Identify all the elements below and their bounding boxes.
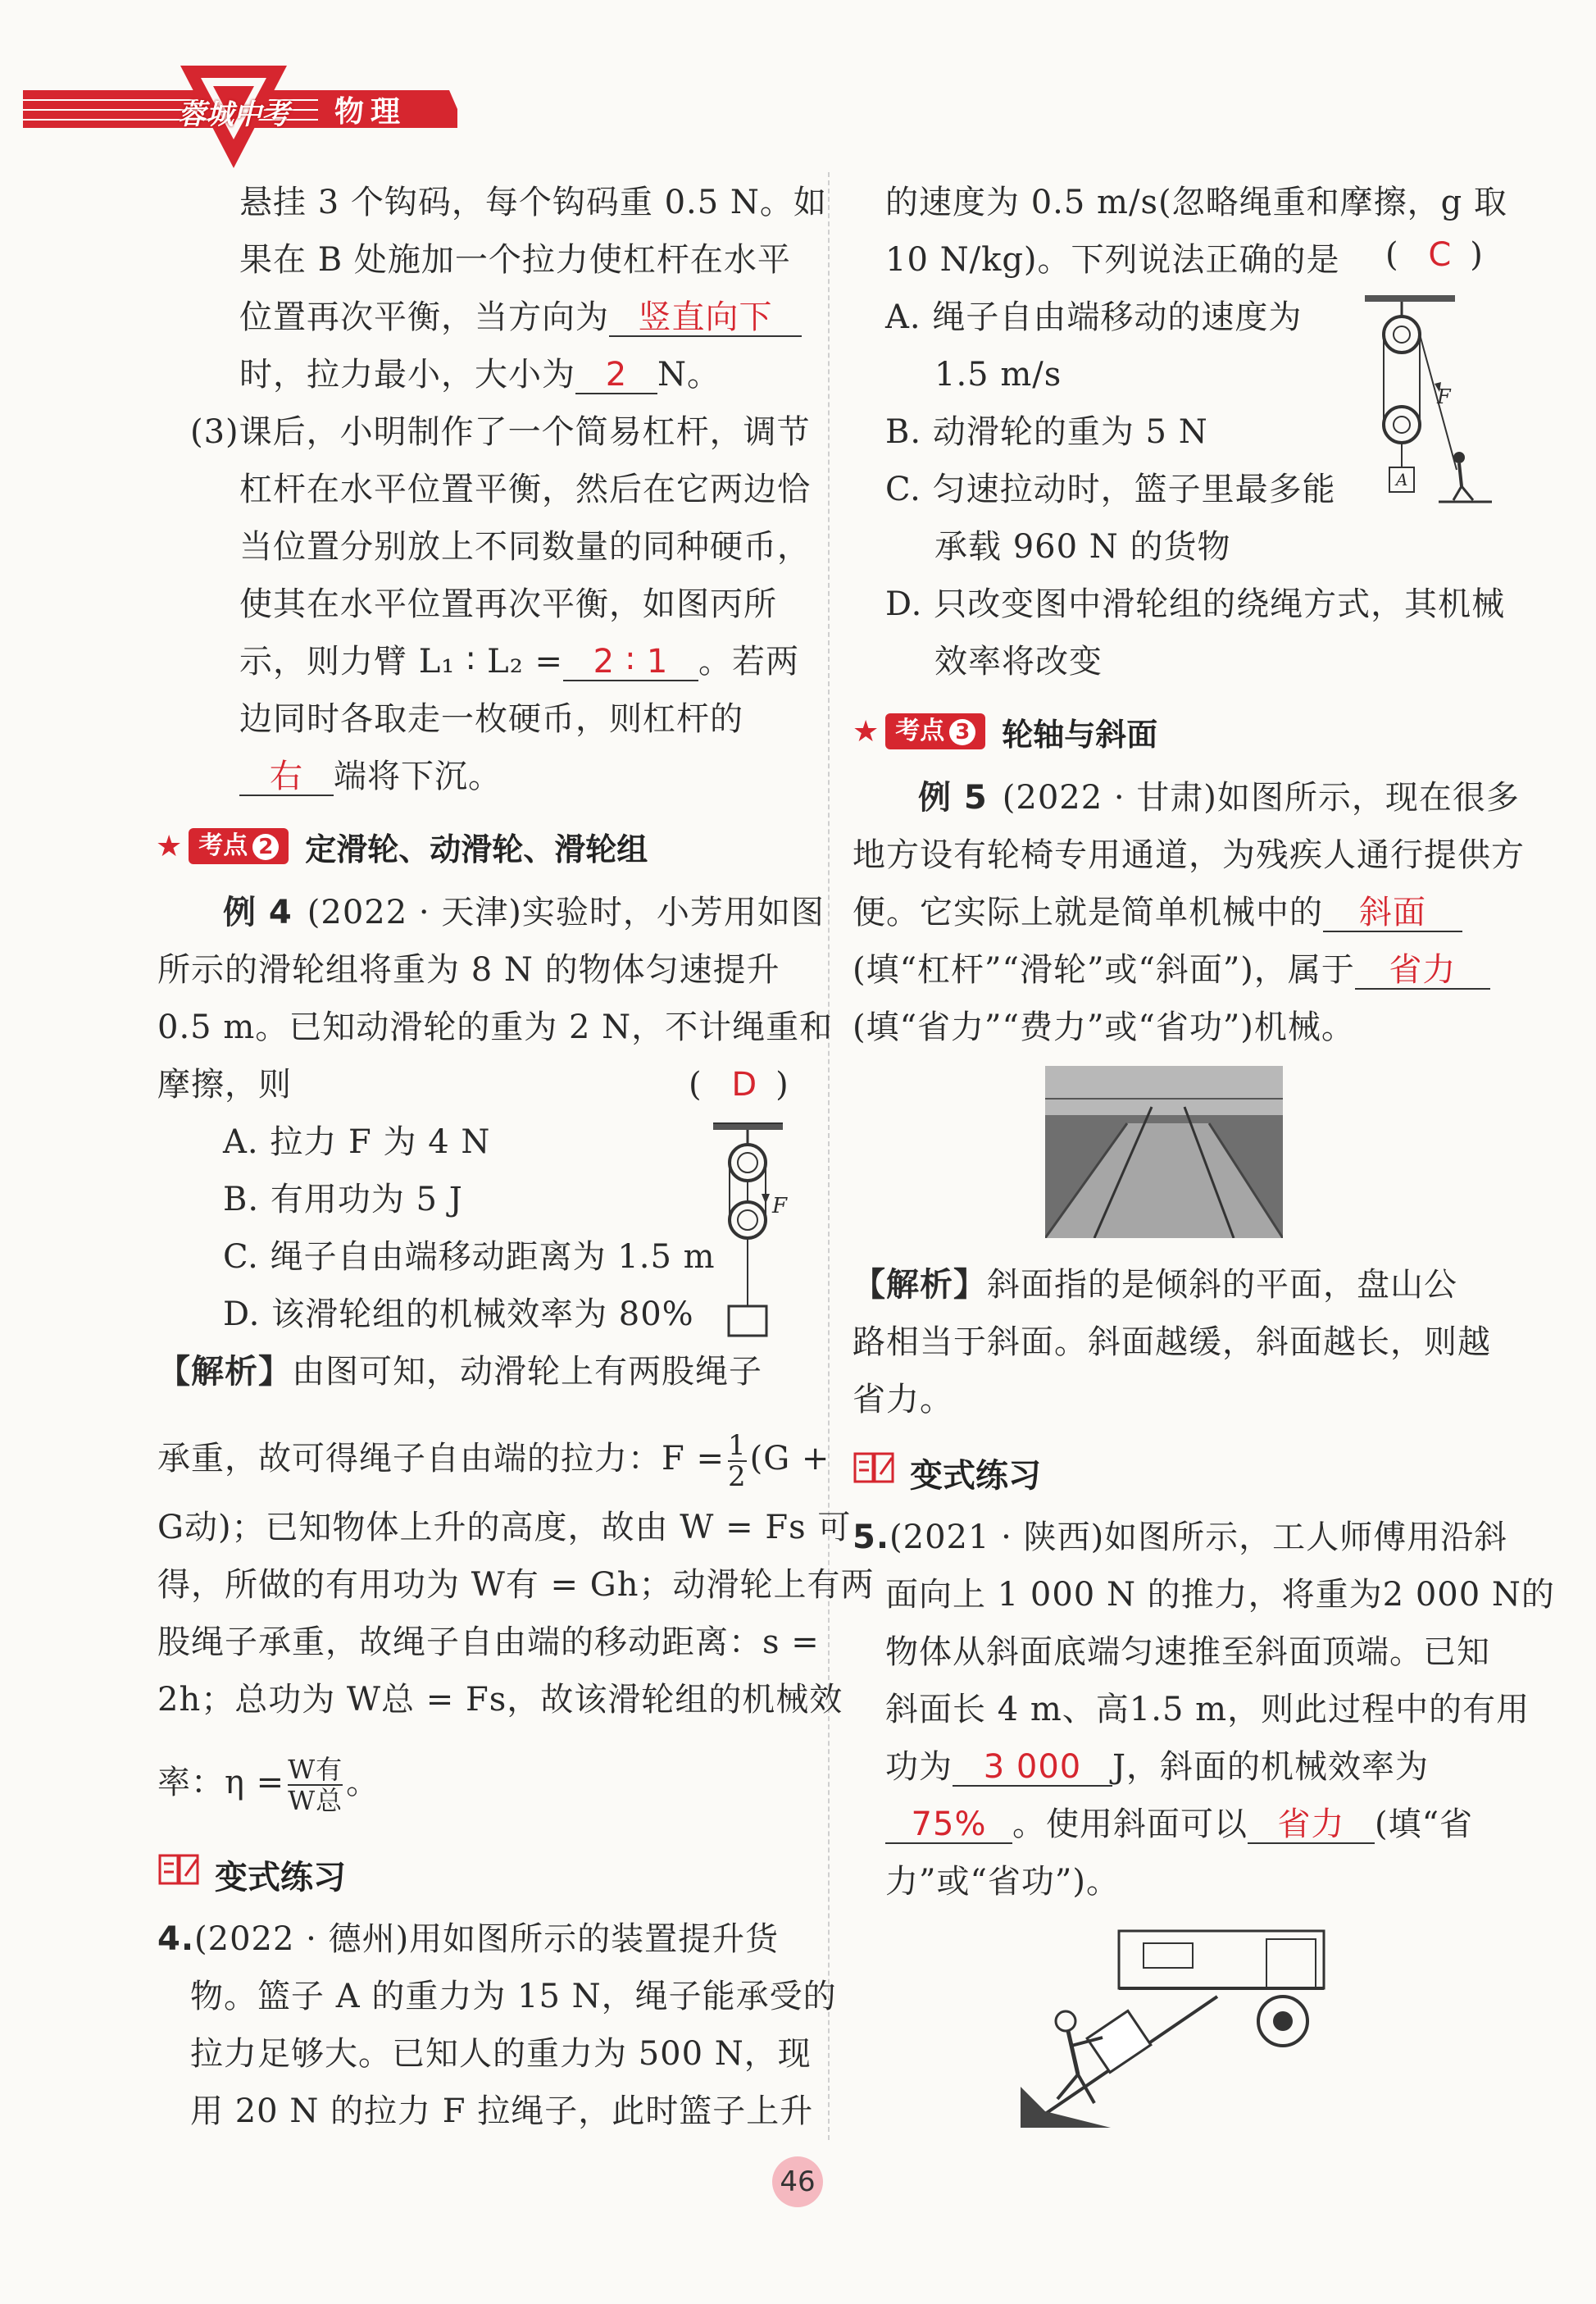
analysis-label: 【解析】 xyxy=(157,1353,292,1391)
text: 便。它实际上就是简单机械中的 xyxy=(853,894,1323,931)
left-line xyxy=(239,641,799,682)
left-line: 果在 B 处施加一个拉力使杠杆在水平 xyxy=(239,241,791,279)
text: (2022 · 天津)实验时，小芳用如图 xyxy=(307,894,825,931)
text: (填“杠杆”“滑轮”或“斜面”)，属于 xyxy=(853,951,1355,989)
kaodian-num: 2 xyxy=(252,834,279,860)
ex4-line xyxy=(223,892,825,933)
example-label: 例 4 xyxy=(223,894,293,931)
answer-blank: 省力 xyxy=(1248,1806,1375,1844)
q5-line xyxy=(885,1804,1473,1845)
text: 功为 xyxy=(885,1748,953,1786)
text: (2022 · 德州)用如图所示的装置提升货 xyxy=(194,1920,780,1958)
page-number: 46 xyxy=(772,2156,823,2207)
star-person-icon: ★ xyxy=(156,829,183,863)
fraction-den: W总 xyxy=(288,1785,343,1816)
q4-option-a: A. 绳子自由端移动的速度为 xyxy=(885,298,1303,336)
answer-blank: 右 xyxy=(239,758,334,796)
text: 率：η = xyxy=(157,1764,285,1801)
force-label: F xyxy=(772,1194,788,1218)
pulley-person-figure xyxy=(1357,294,1496,507)
ex5-line xyxy=(853,949,1490,990)
ex4-line: 所示的滑轮组将重为 8 N 的物体匀速提升 xyxy=(157,951,780,989)
q4-line: 物。篮子 A 的重力为 15 N，绳子能承受的 xyxy=(190,1978,837,2015)
q5-line xyxy=(853,1517,1507,1558)
text: 。使用斜面可以 xyxy=(1012,1805,1248,1843)
kaodian-num: 3 xyxy=(949,719,975,745)
text: 端将下沉。 xyxy=(334,758,502,795)
star-person-icon: ★ xyxy=(853,714,880,749)
q4-option-b: B. 动滑轮的重为 5 N xyxy=(885,413,1208,451)
incline-truck-figure xyxy=(1021,1923,1332,2128)
ex4-option-d: D. 该滑轮组的机械效率为 80% xyxy=(223,1295,694,1333)
kaodian-2-header xyxy=(156,826,648,866)
force-label: F xyxy=(1437,385,1451,408)
example-label: 例 5 xyxy=(918,779,988,817)
ex5-analysis xyxy=(853,1264,1457,1305)
ex5-line: 地方设有轮椅专用通道，为残疾人通行提供方 xyxy=(853,836,1525,874)
left-line: 悬挂 3 个钩码，每个钩码重 0.5 N。如 xyxy=(239,184,827,221)
text: 示，则力臂 L₁ ∶ L₂ = xyxy=(239,643,563,681)
q4-line: 拉力足够大。已知人的重力为 500 N，现 xyxy=(190,2035,812,2073)
q5-line: 面向上 1 000 N 的推力，将重为2 000 N的 xyxy=(885,1576,1555,1614)
question-number: 5. xyxy=(853,1519,890,1556)
text: 位置再次平衡，当方向为 xyxy=(239,298,609,336)
q4-option-d: D. 只改变图中滑轮组的绕绳方式，其机械 xyxy=(885,585,1506,623)
text: (G + xyxy=(749,1440,830,1478)
fraction xyxy=(728,1431,747,1491)
ex4-option-a: A. 拉力 F 为 4 N xyxy=(223,1123,491,1161)
q4-answer: ( C ) xyxy=(1385,236,1484,274)
left-line: 使其在水平位置再次平衡，如图丙所 xyxy=(239,585,777,623)
ex4-line: 0.5 m。已知动滑轮的重为 2 N，不计绳重和 xyxy=(157,1009,834,1046)
kaodian-tag xyxy=(189,828,289,864)
right-line: 的速度为 0.5 m/s(忽略绳重和摩擦，g 取 xyxy=(885,184,1507,221)
answer-blank: 75% xyxy=(885,1806,1012,1844)
analysis-line: 得，所做的有用功为 W有 = Gh；动滑轮上有两 xyxy=(157,1566,875,1604)
right-line: 10 N/kg)。下列说法正确的是 xyxy=(885,241,1340,279)
fraction-den: 2 xyxy=(727,1460,747,1493)
kaodian-tag xyxy=(885,713,985,749)
left-line: (3)课后，小明制作了一个简易杠杆，调节 xyxy=(190,413,811,451)
practice-icon xyxy=(853,1450,898,1491)
left-line: 杠杆在水平位置平衡，然后在它两边恰 xyxy=(239,471,811,508)
analysis-line: 2h；总功为 W总 = Fs，故该滑轮组的机械效 xyxy=(157,1681,843,1719)
q5-line: 力”或“省功”)。 xyxy=(885,1863,1120,1901)
ex5-line xyxy=(918,777,1520,818)
text: 。若两 xyxy=(698,643,799,681)
answer-blank: 2 xyxy=(575,357,657,394)
q5-line xyxy=(885,1746,1429,1787)
text: 时，拉力最小，大小为 xyxy=(239,356,575,394)
analysis-line xyxy=(157,1431,830,1491)
fraction-num: 1 xyxy=(727,1429,747,1462)
answer-blank: 斜面 xyxy=(1323,895,1462,932)
q4-option-d-cont: 效率将改变 xyxy=(934,643,1103,681)
practice-title: 变式练习 xyxy=(910,1457,1041,1495)
kaodian-3-header xyxy=(853,712,1157,751)
kaodian-title: 定滑轮、动滑轮、滑轮组 xyxy=(305,831,648,867)
text: 承重，故可得绳子自由端的拉力：F = xyxy=(157,1440,725,1478)
fraction-num: W有 xyxy=(288,1754,343,1785)
kaodian-title: 轮轴与斜面 xyxy=(1002,716,1158,753)
analysis-line xyxy=(157,1755,380,1815)
text: 。 xyxy=(346,1764,380,1801)
text: 由图可知，动滑轮上有两股绳子 xyxy=(292,1353,762,1391)
left-line: 当位置分别放上不同数量的同种硬币， xyxy=(239,528,811,566)
ex5-line xyxy=(853,892,1462,933)
q4-line xyxy=(157,1919,779,1960)
text: 斜面指的是倾斜的平面，盘山公 xyxy=(987,1266,1457,1304)
analysis-line: 股绳子承重，故绳子自由端的移动距离：s = xyxy=(157,1623,820,1661)
text: (填“省 xyxy=(1375,1805,1474,1843)
column-divider xyxy=(828,172,830,2140)
choice-answer: C xyxy=(1428,236,1453,274)
fraction xyxy=(288,1755,343,1815)
text: (2021 · 陕西)如图所示，工人师傅用沿斜 xyxy=(889,1519,1508,1556)
kaodian-tag-text: 考点 xyxy=(198,831,248,860)
ex4-option-b: B. 有用功为 5 J xyxy=(223,1181,463,1218)
left-line xyxy=(239,756,502,797)
analysis-label: 【解析】 xyxy=(853,1266,987,1304)
left-line: 边同时各取走一枚硬币，则杠杆的 xyxy=(239,700,743,738)
ex5-line: (填“省力”“费力”或“省功”)机械。 xyxy=(853,1009,1355,1046)
q5-line: 物体从斜面底端匀速推至斜面顶端。已知 xyxy=(885,1633,1490,1671)
brand-logo xyxy=(164,49,303,172)
practice-title: 变式练习 xyxy=(215,1859,346,1896)
basket-label: A xyxy=(1396,470,1408,489)
ramp-photo xyxy=(1045,1066,1283,1238)
brand-text: 蓉城中考 xyxy=(178,98,289,131)
q4-option-c: C. 匀速拉动时，篮子里最多能 xyxy=(885,471,1336,508)
q5-line: 斜面长 4 m、高1.5 m，则此过程中的有用 xyxy=(885,1691,1530,1728)
kaodian-tag-text: 考点 xyxy=(895,717,945,745)
analysis-line: G动)；已知物体上升的高度，故由 W = Fs 可 xyxy=(157,1509,852,1546)
ex5-analysis: 省力。 xyxy=(853,1381,953,1418)
answer-blank: 省力 xyxy=(1355,952,1490,990)
practice-icon xyxy=(157,1851,203,1892)
left-line xyxy=(239,354,721,395)
pulley-figure xyxy=(709,1122,791,1359)
question-number: 4. xyxy=(157,1920,195,1958)
text: J，斜面的机械效率为 xyxy=(1112,1748,1430,1786)
text: (2022 · 甘肃)如图所示，现在很多 xyxy=(1002,779,1520,817)
answer-blank: 2 ∶ 1 xyxy=(563,644,698,681)
subject-label: 物理 xyxy=(334,95,407,129)
q4-line: 用 20 N 的拉力 F 拉绳子，此时篮子上升 xyxy=(190,2092,814,2130)
ex4-option-c: C. 绳子自由端移动距离为 1.5 m xyxy=(223,1238,716,1276)
choice-answer: D xyxy=(731,1066,758,1104)
analysis-line xyxy=(157,1351,762,1392)
text: N。 xyxy=(657,356,721,394)
q4-option-a-cont: 1.5 m/s xyxy=(934,356,1062,394)
q4-option-c-cont: 承载 960 N 的货物 xyxy=(934,528,1231,566)
answer-blank: 3 000 xyxy=(953,1749,1112,1787)
ex4-answer: ( D ) xyxy=(689,1066,789,1104)
answer-blank: 竖直向下 xyxy=(609,299,802,337)
left-line xyxy=(239,297,802,338)
ex5-analysis: 路相当于斜面。斜面越缓，斜面越长，则越 xyxy=(853,1323,1491,1361)
ex4-line: 摩擦，则 xyxy=(157,1066,292,1104)
